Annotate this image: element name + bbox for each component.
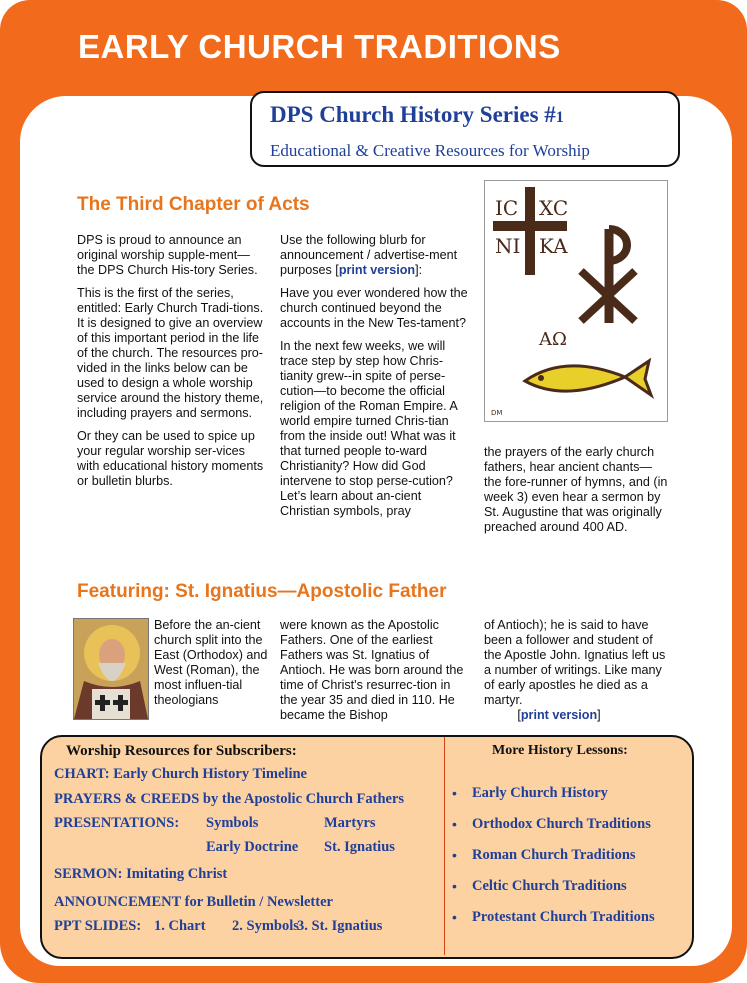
- lesson-link[interactable]: Celtic Church Traditions: [472, 878, 627, 894]
- lesson-link[interactable]: Protestant Church Traditions: [472, 909, 655, 925]
- acts-column-3: [484, 445, 668, 543]
- ka-letters: KA: [539, 234, 568, 258]
- chart-link[interactable]: CHART: Early Church History Timeline: [54, 766, 307, 782]
- st-ignatius-icon: [73, 618, 149, 720]
- print-version-link[interactable]: print version: [520, 708, 598, 722]
- series-title: DPS Church History Series #1: [270, 102, 564, 127]
- ppt-label: PPT SLIDES:: [54, 918, 142, 934]
- blurb-intro: Use the following blurb for announcement / advertise-ment purposes [print version]:: [280, 233, 458, 277]
- presentation-symbols-link[interactable]: Symbols: [206, 815, 259, 831]
- chi-rho-fish-icon: [485, 181, 667, 421]
- lesson-link[interactable]: Orthodox Church Traditions: [472, 816, 651, 832]
- presentation-ignatius-link[interactable]: St. Ignatius: [324, 839, 395, 855]
- artist-signature: DM: [491, 409, 503, 417]
- acts-column-2: [280, 233, 468, 527]
- ignatius-paragraph: were known as the Apostolic Fathers. One of the earliest Fathers was St. Ignatius of Antioch. He was born around the time of Christ's resurrec-tion in the year 35 and died in 110. He became the Bishop: [280, 618, 464, 722]
- alpha-omega-letters: AΩ: [539, 329, 567, 350]
- ni-letters: NI: [495, 234, 521, 258]
- bullet-icon: •: [452, 816, 457, 832]
- presentation-doctrine-link[interactable]: Early Doctrine: [206, 839, 299, 855]
- ignatius-paragraph: Before the an-cient church split into the East (Orthodox) and West (Roman), the most influen-tial theologians: [154, 618, 268, 707]
- series-number: 1: [555, 109, 564, 126]
- prayers-link[interactable]: PRAYERS & CREEDS by the Apostolic Church Fathers: [54, 791, 405, 807]
- ppt-ignatius-link[interactable]: 3. St. Ignatius: [297, 918, 383, 934]
- ppt-chart-link[interactable]: 1. Chart: [154, 918, 206, 934]
- series-banner: [250, 91, 680, 167]
- print-version-link[interactable]: print version: [338, 263, 416, 277]
- ppt-symbols-link[interactable]: 2. Symbols: [232, 918, 299, 934]
- acts-paragraph: the prayers of the early church fathers, hear ancient chants—the fore-runner of hymns, and (in week 3) even hear a sermon by St. Augustine that was originally preached around 400 AD.: [484, 445, 668, 534]
- christian-symbols-image: [484, 180, 668, 422]
- presentations-label: PRESENTATIONS:: [54, 815, 180, 831]
- presentation-martyrs-link[interactable]: Martyrs: [324, 815, 376, 831]
- bullet-icon: •: [452, 878, 457, 894]
- acts-paragraph: Have you ever wondered how the church continued beyond the accounts in the New Tes-tament?: [280, 286, 468, 330]
- ignatius-paragraph: of Antioch); he is said to have been a follower and student of the Apostle John. Ignatius left us a number of writings. Like many of early apostles he died as a martyr.: [484, 618, 666, 707]
- ignatius-column-1: [154, 618, 272, 716]
- sermon-link[interactable]: SERMON: Imitating Christ: [54, 866, 228, 882]
- acts-paragraph: In the next few weeks, we will trace step by step how Chris-tianity grew--in spite of perse-cution—to become the official religion of the Roman Empire. A world empire turned Chris-tian from the inside out! What was it that turned people to-ward Christianity? How did God intervene to stop perse-cution? Let’s learn about an-cient Christian symbols, pray: [280, 339, 458, 518]
- bullet-icon: •: [452, 847, 457, 863]
- section-heading-ignatius: Featuring: St. Ignatius—Apostolic Father: [77, 581, 447, 602]
- bullet-icon: •: [452, 909, 457, 925]
- series-subtitle: Educational & Creative Resources for Worship: [270, 141, 590, 160]
- acts-paragraph: DPS is proud to announce an original worship supple-ment—the DPS Church His-tory Series.: [77, 233, 258, 277]
- resources-title: Worship Resources for Subscribers:: [66, 743, 297, 759]
- ignatius-column-3: of Antioch); he is said to have been a follower and student of the Apostle John. Ignatius left us a number of writings. Like many of early apostles he died as a martyr. [print version]: [484, 618, 672, 723]
- acts-paragraph: This is the first of the series, entitled: Early Church Tradi-tions. It is designed to give an overview of this important period in the life of the church. The resources pro-vided in the links below can be used to design a whole worship service around the history theme, including prayers and sermons.: [77, 286, 264, 420]
- section-heading-acts: The Third Chapter of Acts: [77, 194, 310, 215]
- more-lessons-title: More History Lessons:: [492, 743, 628, 758]
- lesson-link[interactable]: Roman Church Traditions: [472, 847, 636, 863]
- lesson-link[interactable]: Early Church History: [472, 785, 608, 801]
- ic-letters: IC: [495, 196, 519, 220]
- xc-letters: XC: [539, 196, 569, 220]
- acts-paragraph: Or they can be used to spice up your regular worship ser-vices with educational history moments or bulletin blurbs.: [77, 429, 264, 488]
- ignatius-column-2: [280, 618, 468, 731]
- acts-column-1: [77, 233, 265, 497]
- announcement-link[interactable]: ANNOUNCEMENT for Bulletin / Newsletter: [54, 894, 333, 910]
- resources-panel: [40, 735, 694, 959]
- page-title: EARLY CHURCH TRADITIONS: [78, 28, 561, 65]
- panel-divider: [444, 737, 445, 955]
- bullet-icon: •: [452, 785, 457, 801]
